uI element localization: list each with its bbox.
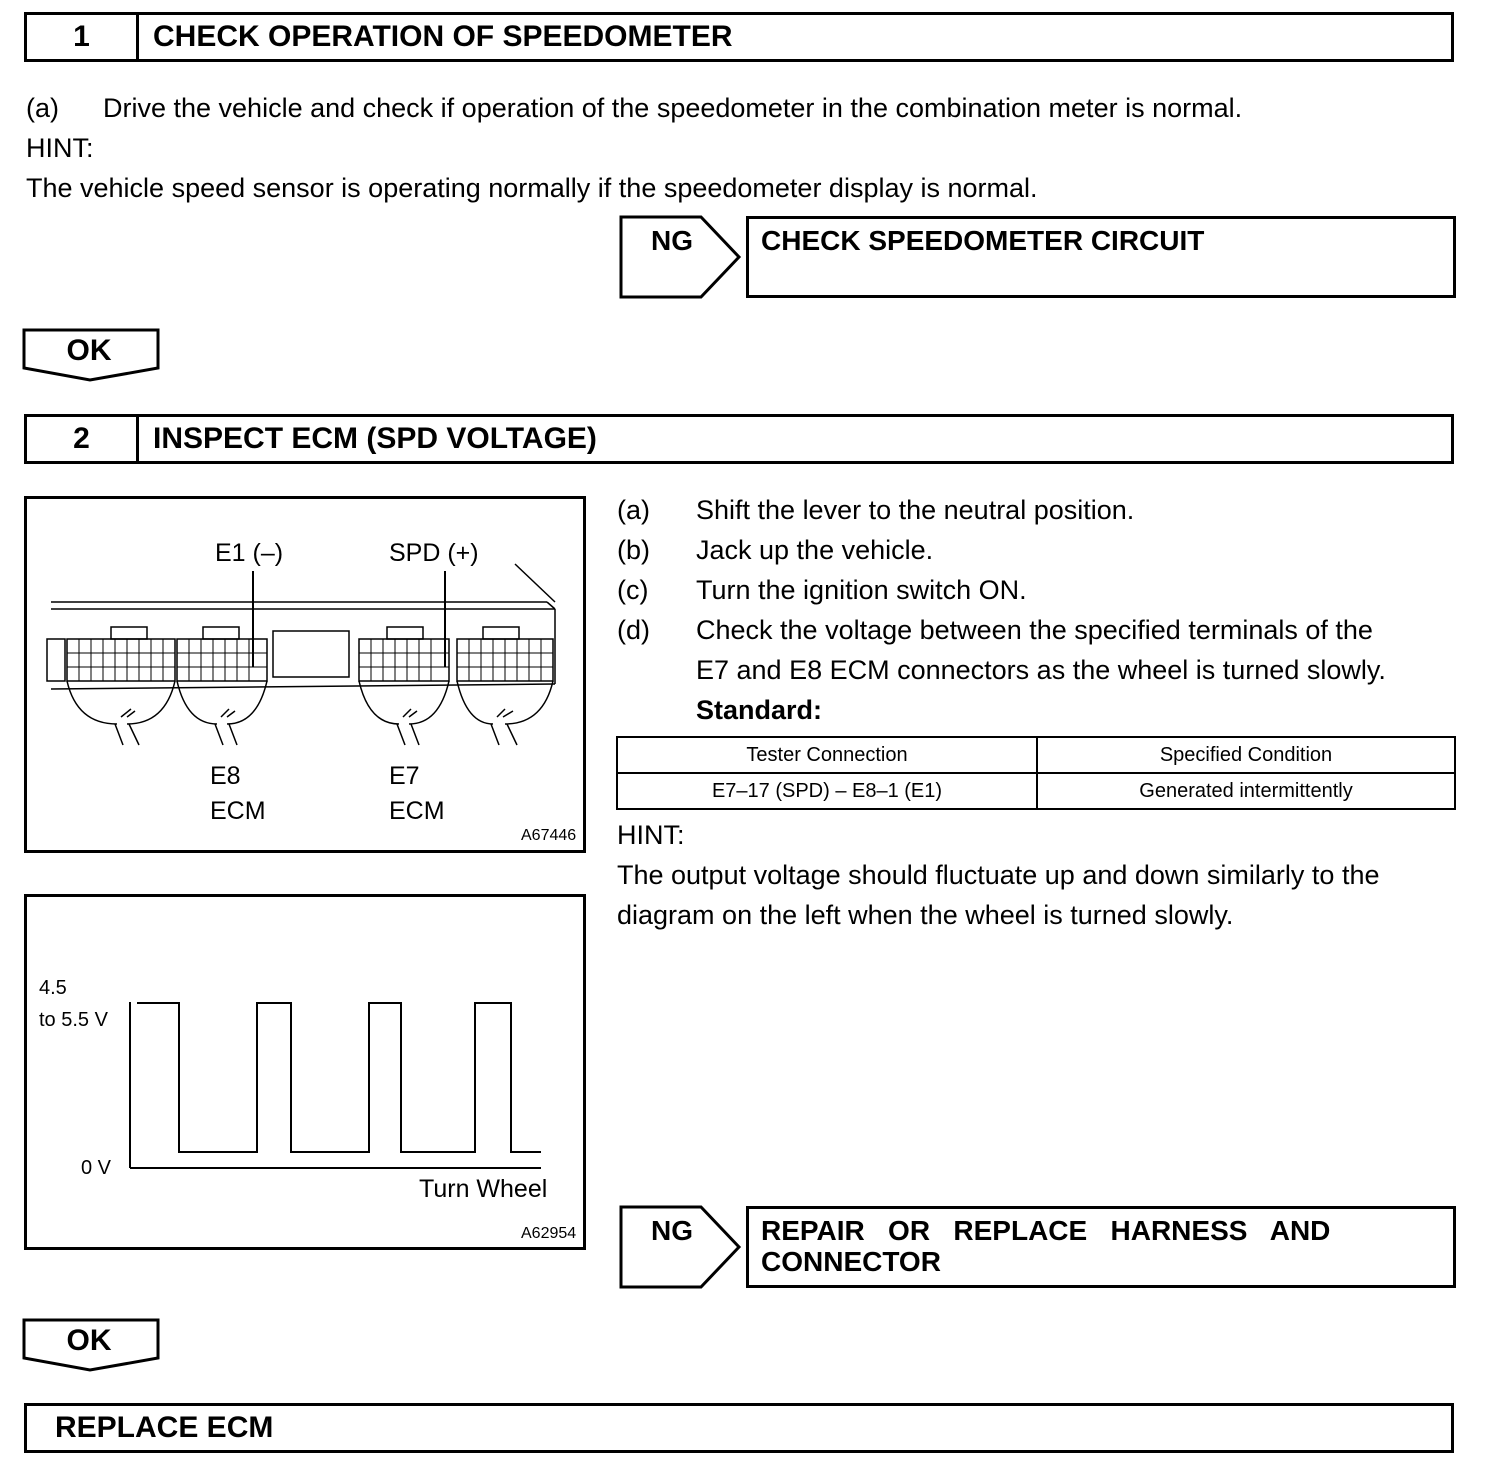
- label-e1: E1 (–): [215, 539, 284, 567]
- step2-d-text-cont: E7 and E8 ECM connectors as the wheel is turned slowly.: [696, 655, 1386, 685]
- step2-ok-arrow: [22, 1318, 162, 1372]
- final-action-box: [24, 1403, 1454, 1453]
- label-turn-wheel: Turn Wheel: [419, 1175, 548, 1203]
- step1-number: 1: [27, 15, 139, 59]
- step2-ng-action-line2: CONNECTOR: [761, 1246, 941, 1277]
- label-spd: SPD (+): [389, 539, 479, 567]
- step1-ok-label: OK: [66, 334, 112, 367]
- step1-header: [24, 12, 1454, 62]
- spec-cell-condition: Generated intermittently: [1037, 773, 1455, 809]
- step2-a-text: Shift the lever to the neutral position.: [696, 495, 1135, 525]
- label-v-high-1: 4.5: [39, 977, 67, 999]
- label-e8-ecm: ECM: [210, 797, 266, 825]
- figure1-code: A67446: [521, 827, 577, 844]
- standard-label: Standard:: [696, 695, 823, 725]
- spec-header-tester: Tester Connection: [617, 737, 1037, 773]
- step1-line-a-text: Drive the vehicle and check if operation of the speedometer in the combination meter is normal.: [103, 93, 1243, 123]
- label-e7: E7: [389, 762, 420, 790]
- step2-hint-line2: diagram on the left when the wheel is turned slowly.: [617, 900, 1234, 930]
- step2-d-marker: (d): [617, 615, 650, 645]
- spec-header-condition: Specified Condition: [1037, 737, 1455, 773]
- step2-a-marker: (a): [617, 495, 650, 525]
- step2-c-marker: (c): [617, 575, 649, 605]
- step1-ng-action-box: [746, 216, 1456, 298]
- ecm-connector-figure: [24, 496, 586, 853]
- step1-ng-label: NG: [651, 225, 693, 256]
- step2-ng-label: NG: [651, 1215, 693, 1246]
- step2-title: INSPECT ECM (SPD VOLTAGE): [153, 422, 597, 455]
- step2-c-text: Turn the ignition switch ON.: [696, 575, 1027, 605]
- step1-hint-label: HINT:: [26, 133, 94, 163]
- step2-hint-line1: The output voltage should fluctuate up and down similarly to the: [617, 860, 1380, 890]
- label-e7-ecm: ECM: [389, 797, 445, 825]
- step1-ng-action: CHECK SPEEDOMETER CIRCUIT: [761, 225, 1205, 256]
- step2-ok-label: OK: [66, 1324, 112, 1357]
- step1-title: CHECK OPERATION OF SPEEDOMETER: [153, 20, 733, 53]
- step2-number: 2: [27, 417, 139, 461]
- step2-d-text: Check the voltage between the specified terminals of the: [696, 615, 1373, 645]
- final-title: REPLACE ECM: [55, 1411, 274, 1444]
- step2-b-marker: (b): [617, 535, 650, 565]
- step2-b-text: Jack up the vehicle.: [696, 535, 934, 565]
- step2-ng-action-box: [746, 1206, 1456, 1288]
- figure2-code: A62954: [521, 1225, 577, 1242]
- step2-header: [24, 414, 1454, 464]
- ecm-connector-drawing: [27, 499, 583, 850]
- label-v-low: 0 V: [81, 1157, 112, 1179]
- label-v-high-2: to 5.5 V: [39, 1009, 108, 1031]
- spec-cell-connection: E7–17 (SPD) – E8–1 (E1): [617, 773, 1037, 809]
- step1-line-a-marker: (a): [26, 93, 59, 123]
- spec-table: [616, 736, 1456, 810]
- step1-ok-arrow: [22, 328, 162, 382]
- label-e8: E8: [210, 762, 241, 790]
- step1-hint-text: The vehicle speed sensor is operating normally if the speedometer display is normal.: [26, 173, 1038, 203]
- step2-hint-label: HINT:: [617, 820, 685, 850]
- waveform-figure: [24, 894, 586, 1250]
- spec-table-header-row: [617, 737, 1455, 773]
- table-row: [617, 773, 1455, 809]
- step2-ng-action-line1: REPAIR OR REPLACE HARNESS AND: [761, 1215, 1331, 1246]
